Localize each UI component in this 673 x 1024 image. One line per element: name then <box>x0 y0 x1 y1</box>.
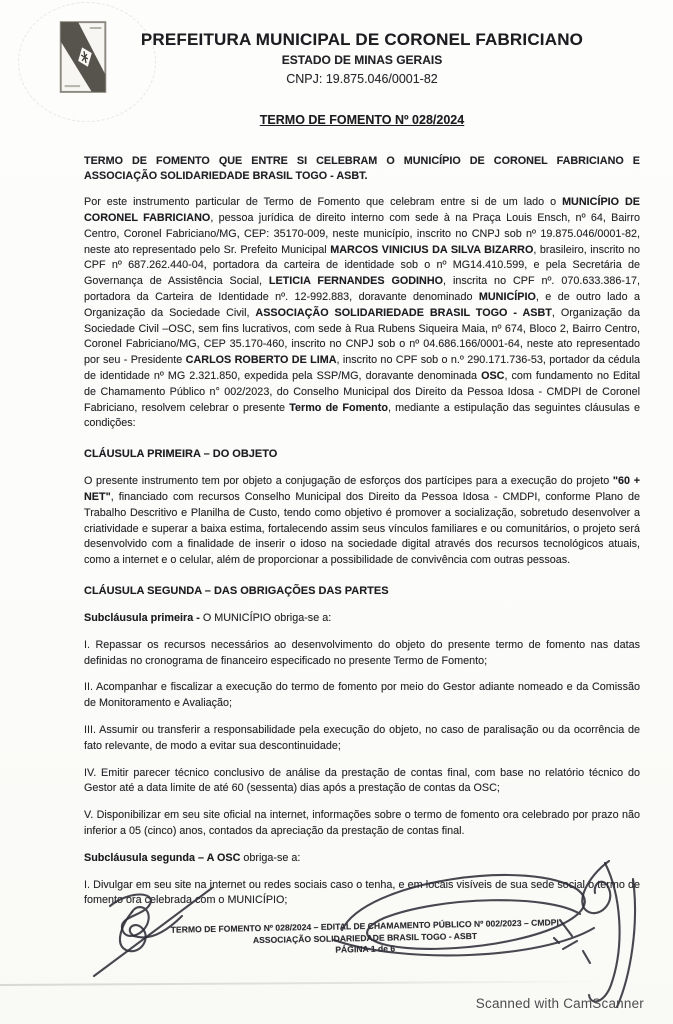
handwritten-signature-left-icon <box>86 872 226 984</box>
document-title: TERMO DE FOMENTO Nº 028/2024 <box>259 113 465 127</box>
clause2-heading: CLÁUSULA SEGUNDA – DAS OBRIGAÇÕES DAS PARTES <box>84 584 389 597</box>
osc-item-1: I. Divulgar em seu site na internet ou redes sociais caso o tenha, e em locais visíveis de sua sede social o termo de fomento ora celebrada com o MUNICÍPIO; <box>84 878 640 907</box>
org-name: PREFEITURA MUNICIPAL DE CORONEL FABRICIANO <box>140 30 584 49</box>
clause1-heading: CLÁUSULA PRIMEIRA – DO OBJETO <box>84 448 278 461</box>
municipio-item-3: III. Assumir ou transferir a responsabilidade pela execução do objeto, no caso de paralisação ou da ocorrência de fato relevante, de modo a evitar sua descontinuidade; <box>84 723 640 752</box>
subclause2-heading: Subcláusula segunda – A OSC obriga-se a: <box>84 851 301 864</box>
municipio-item-2: II. Acompanhar e fiscalizar a execução do termo de fomento por meio do Gestor adiante nomeado e da Comissão de Monitoramento e Avaliação; <box>84 681 640 710</box>
clause1-paragraph: O presente instrumento tem por objeto a conjugação de esforços dos partícipes para a execução do projeto "60 + NET", financiado com recursos Conselho Municipal dos Direito da Pessoa Idosa - CMDPI, conforme Plano de Trabalho Descritivo e Planilha de Custo, tendo como objetivo é promover a socialização, sobretudo desenvolver a criatividade e superar a baixa estima, fortalecendo assim seus vínculos familiares e ou comunitários, o projeto será desenvolvido com a finalidade de inserir o idoso na sociedade digital através dos recursos tecnológicos atuais, como a internet e o celular, além de proporcionar a possibilidade de convivência com outras pessoas. <box>84 475 640 567</box>
state-line: ESTADO DE MINAS GERAIS <box>281 53 443 67</box>
footer-line1: TERMO DE FOMENTO Nº 028/2024 – EDITAL DE CHAMAMENTO PÚBLICO Nº 002/2023 – CMDPI <box>170 917 559 935</box>
municipio-item-1: I. Repassar os recursos necessários ao desenvolvimento do objeto do presente termo de fomento nas datas definidas no cronograma de financeiro especificado no presente Termo de Fomento; <box>84 638 640 667</box>
municipio-item-4: IV. Emitir parecer técnico conclusivo de análise da prestação de contas final, com base no relatório técnico do Gestor até a data limite de até 60 (sessenta) dias após a prestação de contas da OSC; <box>84 766 640 795</box>
cnpj-line: CNPJ: 19.875.046/0001-82 <box>286 72 438 86</box>
handwritten-signature-right-icon <box>545 853 651 1015</box>
subclause1-heading: Subcláusula primeira - O MUNICÍPIO obriga-se a: <box>84 611 332 624</box>
footer-line3: PÁGINA 1 de 6 <box>335 943 396 955</box>
intro-paragraph: Por este instrumento particular de Termo de Fomento que celebram entre si de um lado o MUNICÍPIO DE CORONEL FABRICIANO, pessoa jurídica de direito interno com sede à na Praça Louis Ensch, nº 64, Bairro Centro, Coronel Fabriciano/MG, CEP: 35170-009, neste município, inscrito no CNPJ sob nº 19.875.046/0001-82, neste ato representado pelo Sr. Prefeito Municipal MARCOS VINICIUS DA SILVA BIZARRO, brasileiro, inscrito no CPF nº 687.262.440-04, portadora da carteira de identidade sob o nº MG14.410.599, e pela Secretária de Governança de Assistência Social, LETICIA FERNANDES GODINHO, inscrita no CPF nº. 070.633.386-17, portadora da Carteira de Identidade nº. 12-992.883, doravante denominado MUNICÍPIO, e de outro lado a Organização da Sociedade Civil, ASSOCIAÇÃO SOLIDARIEDADE BRASIL TOGO - ASBT, Organização da Sociedade Civil –OSC, sem fins lucrativos, com sede à Rua Rubens Siqueira Maia, nº 674, Bloco 2, Bairro Centro, Coronel Fabriciano/MG, CEP 35.170-460, inscrito no CNPJ sob o nº 04.686.166/0001-64, neste ato representado por seu - Presidente CARLOS ROBERTO DE LIMA, inscrito no CPF sob o n.º 290.171.736-53, portador da cédula de identidade nº MG 2.321.850, expedida pela SSP/MG, doravante denominada OSC, com fundamento no Edital de Chamamento Público n° 002/2023, do Conselho Municipal dos Direito da Pessoa Idosa - CMDPI de Coronel Fabriciano, resolvem celebrar o presente Termo de Fomento, mediante a estipulação das seguintes cláusulas e condições: <box>84 196 641 430</box>
preamble-paragraph: TERMO DE FOMENTO QUE ENTRE SI CELEBRAM O MUNICÍPIO DE CORONEL FABRICIANO E ASSOCIAÇÃO SOLIDARIEDADE BRASIL TOGO - ASBT. <box>84 155 640 183</box>
municipio-item-5: V. Disponibilizar em seu site oficial na internet, informações sobre o termo de fomento ora celebrado por prazo não inferior a 05 (cinco) anos, contados da apreciação da prestação de contas final. <box>84 809 640 837</box>
footer-line2: ASSOCIAÇÃO SOLIDARIEDADE BRASIL TOGO - ASBT <box>252 930 478 945</box>
camscanner-watermark: Scanned with CamScanner <box>475 996 644 1011</box>
